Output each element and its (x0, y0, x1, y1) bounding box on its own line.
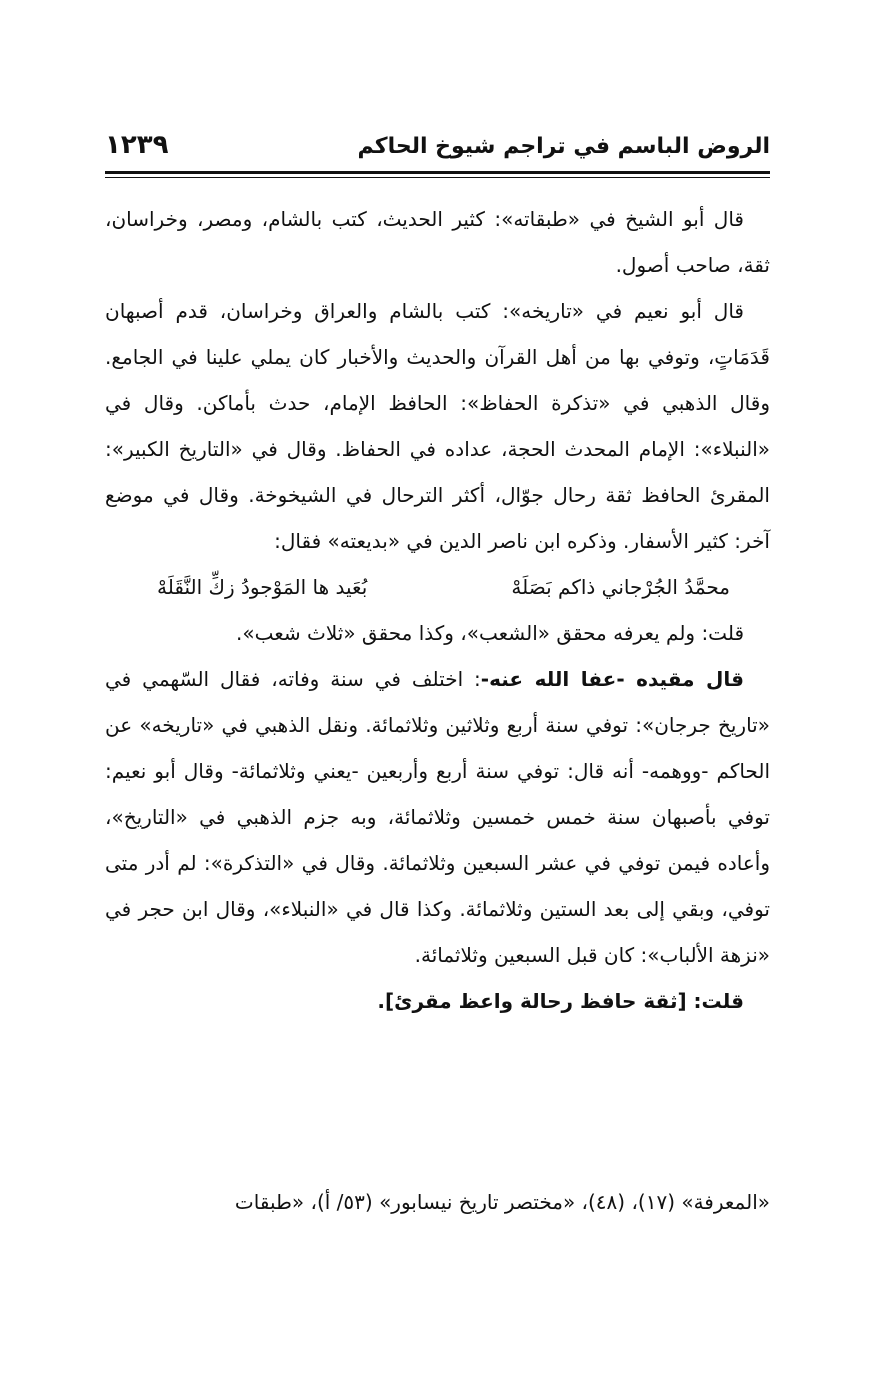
running-title: الروض الباسم في تراجم شيوخ الحاكم (357, 134, 770, 159)
paragraph-abu-nuaym: قال أبو نعيم في «تاريخه»: كتب بالشام والعراق وخراسان، قدم أصبهان قَدَمَاتٍ، وتوفي بها من أهل القرآن والحديث والأخبار كان يملي علينا في الجامع. وقال الذهبي في «تذكرة الحفاظ»: الحافظ الإمام، حدث بأماكن. وقال في «النبلاء»: الإمام المحدث الحجة، عداده في الحفاظ. وقال في «التاريخ الكبير»: المقرئ الحافظ ثقة رحال جوّال، أكثر الترحال في الشيخوخة. وقال في موضع آخر: كثير الأسفار. وذكره ابن ناصر الدين في «بديعته» فقال: (105, 299, 770, 553)
paragraph-abu-alshaykh: قال أبو الشيخ في «طبقاته»: كثير الحديث، كتب بالشام، ومصر، وخراسان، ثقة، صاحب أصول. (105, 207, 770, 277)
investigator-paragraph (105, 656, 770, 978)
verdict: قلت: [ثقة حافظ رحالة واعظ مقرئ]. (377, 989, 744, 1013)
footnote-line: «المعرفة» (١٧)، (٤٨)، «مختصر تاريخ نيسابور» (٥٣/ أ)، «طبقات (234, 1190, 770, 1214)
body-text (105, 196, 770, 1024)
header-rule-thick (105, 171, 770, 174)
investigator-lead: قال مقيده -عفا الله عنه- (480, 667, 744, 691)
note-paragraph: قلت: ولم يعرفه محقق «الشعب»، وكذا محقق «ثلاث شعب». (236, 621, 744, 645)
verse-hemistich-left: بُعَيد ها المَوْجودُ زكِّ النَّقَلَهْ (157, 575, 368, 599)
page-header (105, 128, 770, 168)
verse (105, 564, 770, 610)
investigator-text: : اختلف في سنة وفاته، فقال السّهمي في «تاريخ جرجان»: توفي سنة أربع وثلاثين وثلاثمائة. ونقل الذهبي في «تاريخه» عن الحاكم -ووهمه- أنه قال: توفي سنة أربع وأربعين -يعني وثلاثمائة- وقال أبو نعيم: توفي بأصبهان سنة خمس خمسين وثلاثمائة، وبه جزم الذهبي في «التاريخ»، وأعاده فيمن توفي في عشر السبعين وثلاثمائة. وقال في «التذكرة»: لم أدر متى توفي، وبقي إلى بعد الستين وثلاثمائة. وكذا قال في «النبلاء»، وقال ابن حجر في «نزهة الألباب»: كان قبل السبعين وثلاثمائة. (105, 667, 770, 967)
page-number: ١٢٣٩ (105, 130, 169, 160)
header-rule-thin (105, 177, 770, 178)
verse-hemistich-right: محمَّدُ الجُرْجاني ذاكم بَصَلَهْ (511, 575, 730, 599)
